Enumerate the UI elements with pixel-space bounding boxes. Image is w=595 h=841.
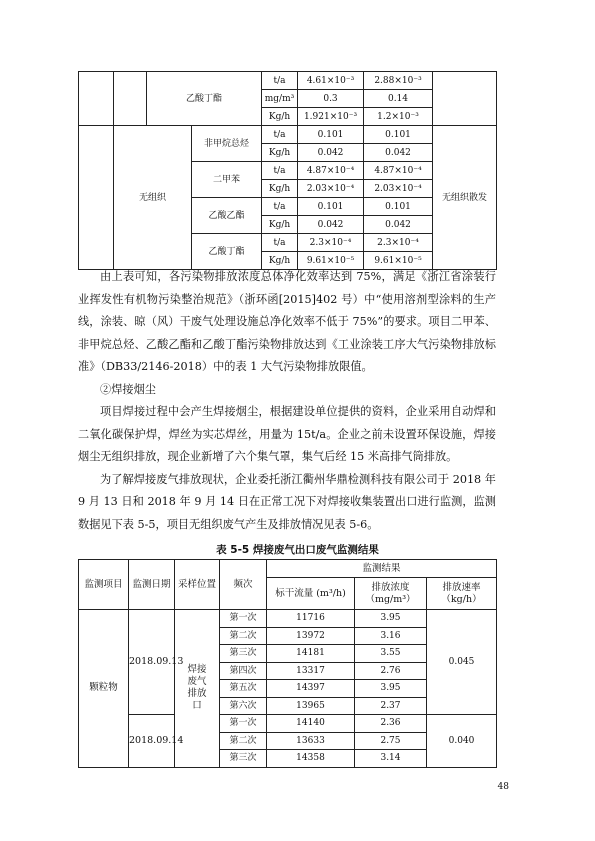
unit-cell: t/a (262, 198, 298, 216)
flow-cell: 13317 (267, 662, 355, 680)
freq-cell: 第一次 (220, 610, 267, 628)
blank-cell (114, 72, 147, 126)
before-cell: 9.61×10⁻⁵ (298, 252, 364, 270)
freq-cell: 第二次 (220, 627, 267, 645)
rate-cell: 0.045 (427, 610, 497, 715)
flow-cell: 14140 (267, 715, 355, 733)
item-value: 颗粒物 (79, 610, 129, 768)
location-value: 焊接废气排放口 (175, 610, 220, 768)
welding-monitoring-table (78, 559, 497, 768)
header-date: 监测日期 (129, 560, 175, 610)
unit-cell: mg/m³ (262, 90, 298, 108)
conc-cell: 2.75 (355, 732, 427, 750)
after-cell: 2.3×10⁻⁴ (364, 234, 433, 252)
freq-cell: 第三次 (220, 645, 267, 663)
before-cell: 0.042 (298, 216, 364, 234)
pollutant-cell: 乙酸丁酯 (192, 234, 262, 270)
after-cell: 0.14 (364, 90, 433, 108)
unit-cell: t/a (262, 126, 298, 144)
header-frequency: 频次 (220, 560, 267, 610)
after-cell: 1.2×10⁻³ (364, 108, 433, 126)
paragraph-monitoring-intro: 为了解焊接废气排放现状，企业委托浙江衢州华鼎检测科技有限公司于 2018 年 9 月 13 日和 2018 年 9 月 14 日在正常工况下对焊接收集装置出口进行监测，监测数据见下表 5-5，项目无组织废气产生及排放情况见表 5-6。 (78, 472, 496, 531)
flow-cell: 14397 (267, 680, 355, 698)
table-caption: 表 5-5 焊接废气出口废气监测结果 (216, 544, 379, 556)
unit-cell: Kg/h (262, 252, 298, 270)
fugitive-label: 无组织 (114, 126, 192, 270)
header-location: 采样位置 (175, 560, 220, 610)
blank-cell (79, 72, 114, 126)
before-cell: 0.042 (298, 144, 364, 162)
paragraph-welding-process: 项目焊接过程中会产生焊接烟尘，根据建设单位提供的资料，企业采用自动焊和二氧化碳保护焊，焊丝为实芯焊丝，用量为 15t/a。企业之前未设置环保设施，焊接烟尘无组织排放，现企业新增了六个集气罩，集气后经 15 米高排气筒排放。 (78, 405, 496, 463)
flow-cell: 13972 (267, 627, 355, 645)
unit-cell: Kg/h (262, 180, 298, 198)
pollutant-cell: 乙酸乙酯 (192, 198, 262, 234)
body-text (78, 266, 496, 536)
after-cell: 4.87×10⁻⁴ (364, 162, 433, 180)
after-cell: 0.042 (364, 216, 433, 234)
blank-cell (79, 126, 114, 270)
flow-cell: 14181 (267, 645, 355, 663)
flow-cell: 11716 (267, 610, 355, 628)
flow-cell: 14358 (267, 750, 355, 768)
conc-cell: 3.55 (355, 645, 427, 663)
header-rate: 排放速率（kg/h） (427, 578, 497, 610)
after-cell: 2.03×10⁻⁴ (364, 180, 433, 198)
after-cell: 0.101 (364, 126, 433, 144)
conc-cell: 3.14 (355, 750, 427, 768)
pollutant-cell: 乙酸丁酯 (147, 72, 262, 126)
conc-cell: 3.95 (355, 610, 427, 628)
before-cell: 0.3 (298, 90, 364, 108)
header-flow: 标干流量 (m³/h) (267, 578, 355, 610)
page-number: 48 (497, 782, 509, 792)
freq-cell: 第二次 (220, 732, 267, 750)
before-cell: 4.87×10⁻⁴ (298, 162, 364, 180)
section-heading-welding-fume: ②焊接烟尘 (100, 382, 156, 396)
after-cell: 9.61×10⁻⁵ (364, 252, 433, 270)
blank-cell (433, 72, 497, 126)
unit-cell: Kg/h (262, 108, 298, 126)
conc-cell: 2.36 (355, 715, 427, 733)
freq-cell: 第六次 (220, 697, 267, 715)
unit-cell: t/a (262, 234, 298, 252)
paragraph-conclusion: 由上表可知，各污染物排放浓度总体净化效率达到 75%，满足《浙江省涂装行业挥发性有机物污染整治规范》（浙环函[2015]402 号）中“使用溶剂型涂料的生产线，涂装、晾（风）干废气处理设施总净化效率不低于 75%”的要求。项目二甲苯、非甲烷总烃、乙酸乙酯和乙酸丁酯污染物排放达到《工业涂装工序大气污染物排放标准》（DB33/2146-2018）中的表 1 大气污染物排放限值。 (78, 270, 496, 373)
unit-cell: t/a (262, 162, 298, 180)
before-cell: 2.3×10⁻⁴ (298, 234, 364, 252)
pollutant-cell: 二甲苯 (192, 162, 262, 198)
flow-cell: 13965 (267, 697, 355, 715)
conc-cell: 2.37 (355, 697, 427, 715)
flow-cell: 13633 (267, 732, 355, 750)
conc-cell: 3.95 (355, 680, 427, 698)
freq-cell: 第一次 (220, 715, 267, 733)
conc-cell: 3.16 (355, 627, 427, 645)
unit-cell: Kg/h (262, 144, 298, 162)
fugitive-note: 无组织散发 (433, 126, 497, 270)
header-results: 监测结果 (267, 560, 497, 578)
emission-summary-table (78, 71, 497, 270)
freq-cell: 第五次 (220, 680, 267, 698)
after-cell: 2.88×10⁻³ (364, 72, 433, 90)
date-value: 2018.09.14 (129, 715, 175, 768)
unit-cell: Kg/h (262, 216, 298, 234)
unit-cell: t/a (262, 72, 298, 90)
header-concentration: 排放浓度（mg/m³） (355, 578, 427, 610)
header-item: 监测项目 (79, 560, 129, 610)
before-cell: 1.921×10⁻³ (298, 108, 364, 126)
after-cell: 0.101 (364, 198, 433, 216)
rate-cell: 0.040 (427, 715, 497, 768)
before-cell: 2.03×10⁻⁴ (298, 180, 364, 198)
date-value: 2018.09.13 (129, 610, 175, 715)
freq-cell: 第三次 (220, 750, 267, 768)
after-cell: 0.042 (364, 144, 433, 162)
conc-cell: 2.76 (355, 662, 427, 680)
freq-cell: 第四次 (220, 662, 267, 680)
before-cell: 0.101 (298, 198, 364, 216)
pollutant-cell: 非甲烷总烃 (192, 126, 262, 162)
before-cell: 4.61×10⁻³ (298, 72, 364, 90)
before-cell: 0.101 (298, 126, 364, 144)
